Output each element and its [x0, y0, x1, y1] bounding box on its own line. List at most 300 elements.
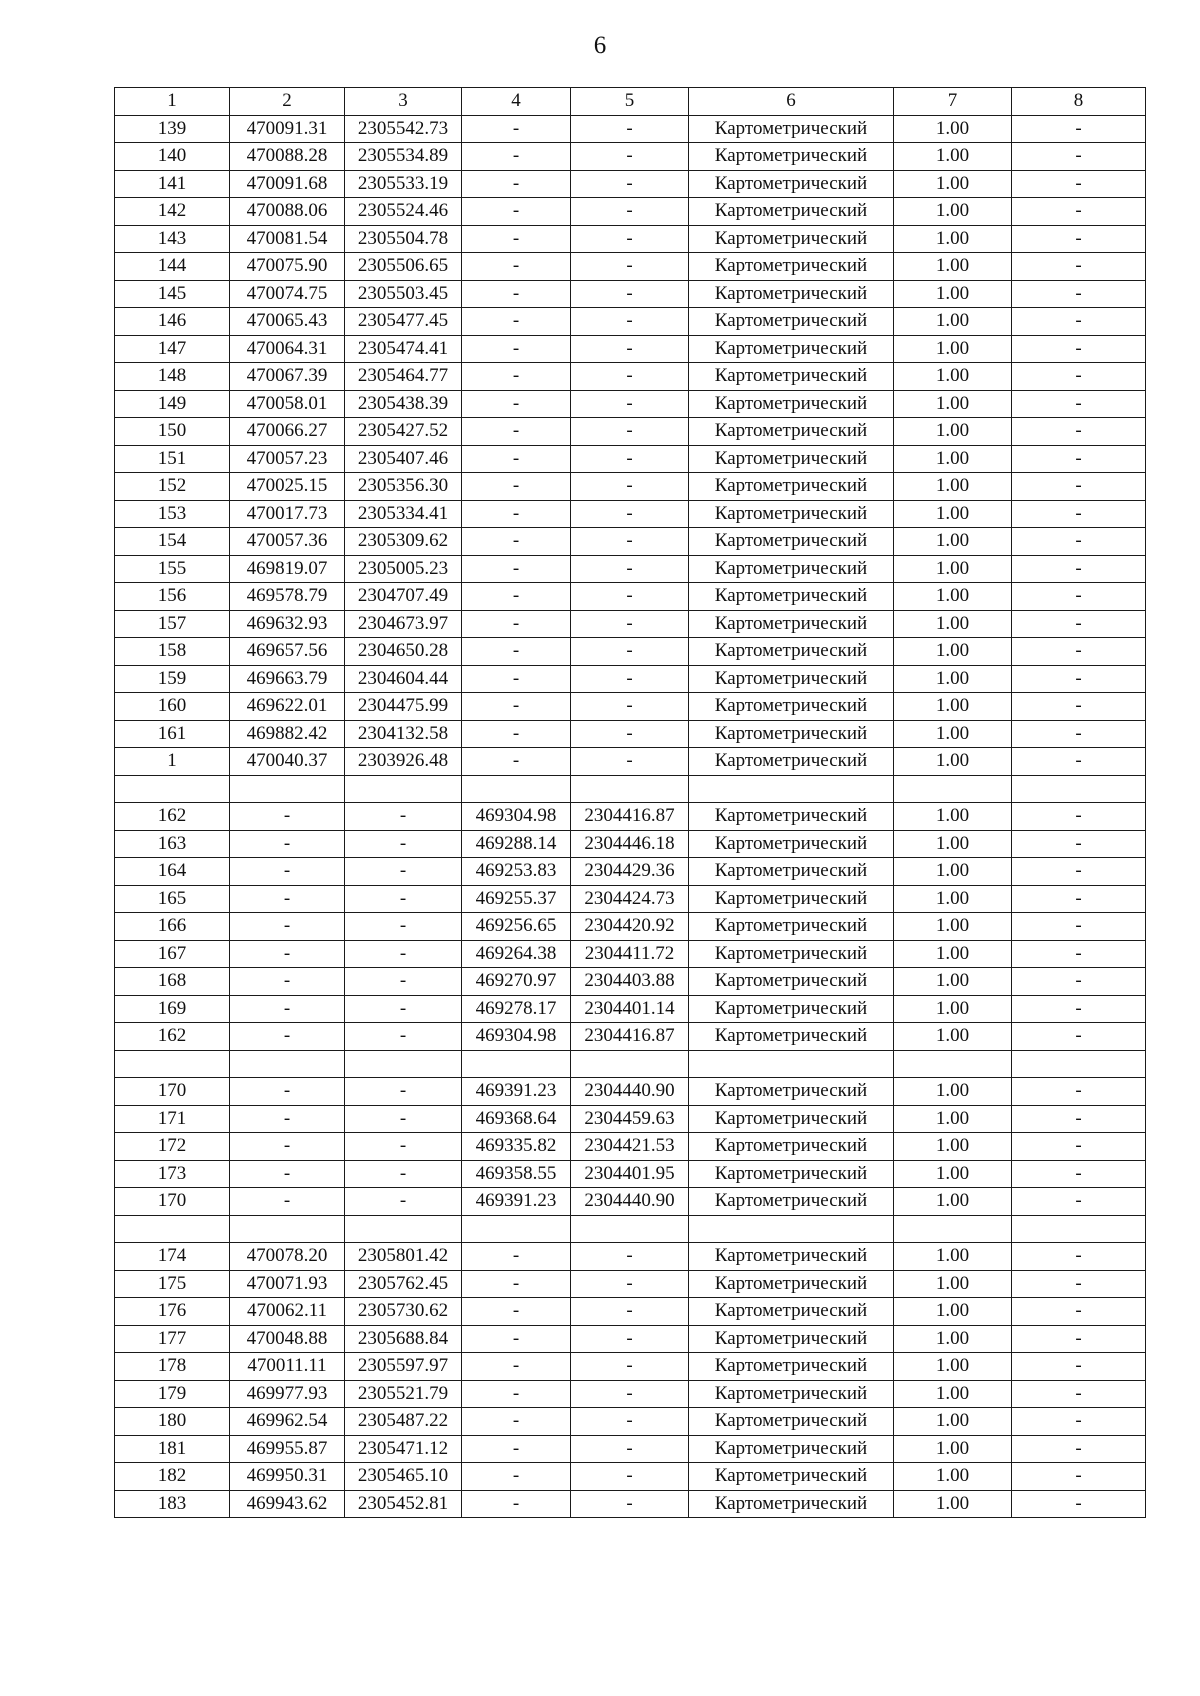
table-cell: - — [230, 830, 345, 858]
table-cell: 2304650.28 — [345, 638, 462, 666]
table-cell: - — [571, 693, 689, 721]
table-cell: 1.00 — [894, 1133, 1012, 1161]
table-row — [115, 1133, 1146, 1161]
table-cell: 469622.01 — [230, 693, 345, 721]
table-cell: Картометрический — [689, 610, 894, 638]
table-cell: 152 — [115, 473, 230, 501]
table-cell: Картометрический — [689, 170, 894, 198]
table-cell: Картометрический — [689, 1298, 894, 1326]
table-cell: - — [1012, 1325, 1146, 1353]
table-cell — [230, 1050, 345, 1078]
table-cell: - — [571, 473, 689, 501]
table-cell: Картометрический — [689, 1463, 894, 1491]
table-cell: 1.00 — [894, 143, 1012, 171]
table-cell: 182 — [115, 1463, 230, 1491]
table-cell: - — [571, 363, 689, 391]
table-cell: 470057.36 — [230, 528, 345, 556]
table-cell: 162 — [115, 1023, 230, 1051]
table-row — [115, 253, 1146, 281]
table-cell: - — [462, 693, 571, 721]
table-cell: Картометрический — [689, 748, 894, 776]
table-cell: 161 — [115, 720, 230, 748]
table-cell: - — [1012, 968, 1146, 996]
table-cell: 2304475.99 — [345, 693, 462, 721]
table-cell: 150 — [115, 418, 230, 446]
table-cell: 1.00 — [894, 1353, 1012, 1381]
table-cell: 1.00 — [894, 830, 1012, 858]
table-cell: 470071.93 — [230, 1270, 345, 1298]
table-cell: 1.00 — [894, 913, 1012, 941]
table-cell: 141 — [115, 170, 230, 198]
table-cell: 1.00 — [894, 280, 1012, 308]
table-cell: 157 — [115, 610, 230, 638]
table-cell — [571, 1050, 689, 1078]
table-cell: 2304459.63 — [571, 1105, 689, 1133]
table-row — [115, 1408, 1146, 1436]
table-cell: 143 — [115, 225, 230, 253]
table-cell: 1.00 — [894, 1463, 1012, 1491]
table-cell: 1.00 — [894, 693, 1012, 721]
table-cell: - — [462, 555, 571, 583]
table-cell: 469955.87 — [230, 1435, 345, 1463]
table-cell: 2305521.79 — [345, 1380, 462, 1408]
table-cell: - — [462, 528, 571, 556]
table-cell: 469977.93 — [230, 1380, 345, 1408]
table-cell — [230, 1215, 345, 1243]
table-row — [115, 1023, 1146, 1051]
table-cell: 183 — [115, 1490, 230, 1518]
table-cell: 2305762.45 — [345, 1270, 462, 1298]
table-cell: - — [571, 225, 689, 253]
table-row — [115, 583, 1146, 611]
table-row — [115, 610, 1146, 638]
table-cell: - — [1012, 253, 1146, 281]
table-cell: 147 — [115, 335, 230, 363]
table-cell: Картометрический — [689, 1353, 894, 1381]
separator-row — [115, 1215, 1146, 1243]
table-cell: 2305356.30 — [345, 473, 462, 501]
table-cell: 170 — [115, 1078, 230, 1106]
table-cell: 164 — [115, 858, 230, 886]
table-cell: 469335.82 — [462, 1133, 571, 1161]
table-cell: - — [1012, 115, 1146, 143]
table-cell: - — [571, 1243, 689, 1271]
table-cell: 1.00 — [894, 995, 1012, 1023]
table-cell — [345, 1050, 462, 1078]
table-cell: 469278.17 — [462, 995, 571, 1023]
table-cell: Картометрический — [689, 720, 894, 748]
table-cell: 2304411.72 — [571, 940, 689, 968]
table-cell: - — [345, 803, 462, 831]
table-cell: - — [345, 1160, 462, 1188]
table-cell: 2305534.89 — [345, 143, 462, 171]
table-cell: 153 — [115, 500, 230, 528]
table-row — [115, 390, 1146, 418]
table-row — [115, 665, 1146, 693]
table-cell: 163 — [115, 830, 230, 858]
table-cell: - — [462, 665, 571, 693]
table-cell: - — [345, 830, 462, 858]
header-cell: 3 — [345, 88, 462, 116]
table-cell — [462, 1050, 571, 1078]
table-cell: - — [1012, 995, 1146, 1023]
table-cell: - — [571, 1408, 689, 1436]
table-cell: - — [462, 308, 571, 336]
table-cell: - — [1012, 940, 1146, 968]
table-row — [115, 968, 1146, 996]
table-cell: 470057.23 — [230, 445, 345, 473]
table-cell: 144 — [115, 253, 230, 281]
table-cell: - — [1012, 1133, 1146, 1161]
table-cell: 469368.64 — [462, 1105, 571, 1133]
table-cell: 1.00 — [894, 363, 1012, 391]
table-row — [115, 1325, 1146, 1353]
table-cell: 172 — [115, 1133, 230, 1161]
table-cell: 470091.68 — [230, 170, 345, 198]
table-cell — [571, 1215, 689, 1243]
table-cell: - — [1012, 143, 1146, 171]
table-cell — [894, 1050, 1012, 1078]
table-cell: - — [571, 198, 689, 226]
table-cell: 1.00 — [894, 390, 1012, 418]
table-row — [115, 1463, 1146, 1491]
table-cell: - — [230, 1133, 345, 1161]
header-cell: 7 — [894, 88, 1012, 116]
table-cell: 1.00 — [894, 473, 1012, 501]
table-cell: - — [345, 858, 462, 886]
table-cell: - — [1012, 335, 1146, 363]
table-cell: - — [1012, 665, 1146, 693]
table-cell: - — [571, 1435, 689, 1463]
table-cell: Картометрический — [689, 1408, 894, 1436]
table-cell: - — [571, 1463, 689, 1491]
table-row — [115, 1078, 1146, 1106]
table-cell: - — [462, 610, 571, 638]
table-cell: 2305477.45 — [345, 308, 462, 336]
table-cell: 1.00 — [894, 665, 1012, 693]
table-cell: - — [571, 390, 689, 418]
table-cell: 176 — [115, 1298, 230, 1326]
table-cell: 2305309.62 — [345, 528, 462, 556]
table-cell: 159 — [115, 665, 230, 693]
table-cell — [689, 1050, 894, 1078]
table-cell: 2305503.45 — [345, 280, 462, 308]
table-cell: 2304440.90 — [571, 1188, 689, 1216]
table-cell: 1.00 — [894, 1490, 1012, 1518]
table-cell: - — [230, 858, 345, 886]
table-cell: - — [571, 500, 689, 528]
table-cell: - — [462, 418, 571, 446]
table-cell: - — [571, 280, 689, 308]
table-cell: - — [1012, 198, 1146, 226]
table-row — [115, 308, 1146, 336]
table-cell: 181 — [115, 1435, 230, 1463]
table-cell: - — [345, 940, 462, 968]
table-cell: 2305506.65 — [345, 253, 462, 281]
table-row — [115, 445, 1146, 473]
table-cell: 175 — [115, 1270, 230, 1298]
table-cell: 2304673.97 — [345, 610, 462, 638]
table-cell: Картометрический — [689, 500, 894, 528]
table-cell: - — [1012, 720, 1146, 748]
table-cell: 1.00 — [894, 968, 1012, 996]
table-cell: - — [462, 170, 571, 198]
table-cell: - — [230, 1188, 345, 1216]
table-cell: 2305597.97 — [345, 1353, 462, 1381]
table-row — [115, 748, 1146, 776]
table-cell: 470081.54 — [230, 225, 345, 253]
table-cell: Картометрический — [689, 390, 894, 418]
table-cell: Картометрический — [689, 913, 894, 941]
table-row — [115, 885, 1146, 913]
table-row — [115, 418, 1146, 446]
table-cell: - — [230, 995, 345, 1023]
table-cell: 2305542.73 — [345, 115, 462, 143]
table-cell: 470062.11 — [230, 1298, 345, 1326]
table-cell: - — [1012, 1463, 1146, 1491]
table-cell: 2304424.73 — [571, 885, 689, 913]
table-cell: - — [571, 638, 689, 666]
table-cell: 2303926.48 — [345, 748, 462, 776]
table-cell: 145 — [115, 280, 230, 308]
table-cell: 2304707.49 — [345, 583, 462, 611]
table-cell: 1.00 — [894, 308, 1012, 336]
table-cell: - — [462, 1325, 571, 1353]
table-cell: 2305474.41 — [345, 335, 462, 363]
table-cell: 1.00 — [894, 803, 1012, 831]
table-cell: 470064.31 — [230, 335, 345, 363]
table-cell: 2305438.39 — [345, 390, 462, 418]
table-cell — [345, 1215, 462, 1243]
table-cell: Картометрический — [689, 638, 894, 666]
separator-row — [115, 775, 1146, 803]
table-cell: 1.00 — [894, 1380, 1012, 1408]
table-cell: 469288.14 — [462, 830, 571, 858]
table-cell: - — [571, 1325, 689, 1353]
table-cell: 469578.79 — [230, 583, 345, 611]
table-cell: - — [1012, 638, 1146, 666]
table-cell: - — [1012, 500, 1146, 528]
table-cell: - — [230, 940, 345, 968]
table-cell: 178 — [115, 1353, 230, 1381]
table-cell: - — [571, 528, 689, 556]
table-cell: 470074.75 — [230, 280, 345, 308]
table-cell: - — [1012, 1160, 1146, 1188]
table-cell: 469358.55 — [462, 1160, 571, 1188]
table-cell: - — [571, 143, 689, 171]
table-cell — [571, 775, 689, 803]
table-cell: 149 — [115, 390, 230, 418]
table-cell: - — [230, 968, 345, 996]
table-cell: 1.00 — [894, 583, 1012, 611]
table-row — [115, 720, 1146, 748]
table-cell: - — [345, 968, 462, 996]
table-cell: 146 — [115, 308, 230, 336]
table-cell: 177 — [115, 1325, 230, 1353]
table-cell: 2304401.95 — [571, 1160, 689, 1188]
table-cell: - — [1012, 445, 1146, 473]
table-row — [115, 335, 1146, 363]
table-cell: - — [230, 1078, 345, 1106]
table-cell — [462, 1215, 571, 1243]
table-cell: - — [1012, 1490, 1146, 1518]
table-cell: 2304420.92 — [571, 913, 689, 941]
table-cell: Картометрический — [689, 253, 894, 281]
table-cell: - — [1012, 1105, 1146, 1133]
table-cell: - — [1012, 1353, 1146, 1381]
table-cell: - — [1012, 473, 1146, 501]
table-row — [115, 940, 1146, 968]
table-cell: - — [462, 1463, 571, 1491]
table-cell — [894, 1215, 1012, 1243]
table-cell: 2305801.42 — [345, 1243, 462, 1271]
table-row — [115, 1435, 1146, 1463]
table-cell: 469882.42 — [230, 720, 345, 748]
table-cell: - — [1012, 1380, 1146, 1408]
table-cell: 469270.97 — [462, 968, 571, 996]
table-cell: 1.00 — [894, 1105, 1012, 1133]
table-cell: 1.00 — [894, 1270, 1012, 1298]
table-cell: 470078.20 — [230, 1243, 345, 1271]
table-cell: 470088.28 — [230, 143, 345, 171]
table-cell: - — [571, 748, 689, 776]
table-cell: 174 — [115, 1243, 230, 1271]
table-cell: 2305524.46 — [345, 198, 462, 226]
table-cell: Картометрический — [689, 1325, 894, 1353]
table-cell: - — [1012, 1435, 1146, 1463]
table-row — [115, 115, 1146, 143]
table-cell: 156 — [115, 583, 230, 611]
table-cell: - — [345, 1078, 462, 1106]
table-cell: 167 — [115, 940, 230, 968]
table-cell: 2305334.41 — [345, 500, 462, 528]
table-cell: 469256.65 — [462, 913, 571, 941]
table-cell: - — [571, 665, 689, 693]
table-cell — [345, 775, 462, 803]
table-cell: 1.00 — [894, 1078, 1012, 1106]
table-cell: 470017.73 — [230, 500, 345, 528]
table-cell: - — [1012, 693, 1146, 721]
table-cell: - — [462, 500, 571, 528]
table-row — [115, 1188, 1146, 1216]
table-cell: 1.00 — [894, 1023, 1012, 1051]
table-cell: Картометрический — [689, 995, 894, 1023]
table-cell: 469304.98 — [462, 803, 571, 831]
table-cell — [115, 775, 230, 803]
table-cell: - — [1012, 390, 1146, 418]
table-body — [115, 88, 1146, 1518]
table-cell: Картометрический — [689, 885, 894, 913]
table-cell: - — [1012, 170, 1146, 198]
table-cell: - — [230, 1105, 345, 1133]
table-cell: 1.00 — [894, 253, 1012, 281]
table-cell: Картометрический — [689, 803, 894, 831]
table-cell: 469943.62 — [230, 1490, 345, 1518]
table-cell: 470088.06 — [230, 198, 345, 226]
table-cell: 1 — [115, 748, 230, 776]
table-cell: 155 — [115, 555, 230, 583]
table-cell: 158 — [115, 638, 230, 666]
table-row — [115, 473, 1146, 501]
table-cell: Картометрический — [689, 830, 894, 858]
table-cell: - — [571, 445, 689, 473]
table-cell: 469657.56 — [230, 638, 345, 666]
table-row — [115, 1490, 1146, 1518]
table-cell: - — [571, 253, 689, 281]
table-cell: - — [462, 1408, 571, 1436]
table-row — [115, 913, 1146, 941]
table-cell: 140 — [115, 143, 230, 171]
table-cell: 470011.11 — [230, 1353, 345, 1381]
table-cell: 1.00 — [894, 1188, 1012, 1216]
table-cell: 469255.37 — [462, 885, 571, 913]
table-cell: 1.00 — [894, 940, 1012, 968]
table-cell: 1.00 — [894, 858, 1012, 886]
table-row — [115, 1353, 1146, 1381]
table-cell: - — [462, 335, 571, 363]
table-cell: 1.00 — [894, 418, 1012, 446]
table-cell: - — [1012, 1243, 1146, 1271]
table-cell: - — [345, 1133, 462, 1161]
table-cell: 171 — [115, 1105, 230, 1133]
table-cell: - — [462, 1243, 571, 1271]
table-cell: - — [1012, 528, 1146, 556]
table-cell: - — [571, 583, 689, 611]
table-cell: Картометрический — [689, 1243, 894, 1271]
table-cell: Картометрический — [689, 1270, 894, 1298]
table-row — [115, 143, 1146, 171]
table-cell: - — [462, 115, 571, 143]
table-cell: - — [230, 885, 345, 913]
table-cell: 2305427.52 — [345, 418, 462, 446]
coordinates-table — [114, 87, 1146, 1518]
table-cell: 470048.88 — [230, 1325, 345, 1353]
table-cell: - — [462, 583, 571, 611]
header-cell: 8 — [1012, 88, 1146, 116]
table-cell: 469632.93 — [230, 610, 345, 638]
table-cell: 470025.15 — [230, 473, 345, 501]
table-cell: - — [1012, 583, 1146, 611]
table-cell: - — [1012, 1408, 1146, 1436]
table-cell: 2304132.58 — [345, 720, 462, 748]
table-cell: - — [462, 1490, 571, 1518]
table-row — [115, 1243, 1146, 1271]
table-cell: - — [462, 1298, 571, 1326]
table-cell — [115, 1050, 230, 1078]
table-cell: Картометрический — [689, 225, 894, 253]
table-cell: 170 — [115, 1188, 230, 1216]
table-cell: Картометрический — [689, 1105, 894, 1133]
table-cell: - — [345, 1023, 462, 1051]
table-cell: - — [1012, 610, 1146, 638]
table-cell: Картометрический — [689, 473, 894, 501]
table-cell: Картометрический — [689, 940, 894, 968]
table-cell: - — [571, 720, 689, 748]
table-cell: Картометрический — [689, 1023, 894, 1051]
table-cell: - — [571, 308, 689, 336]
table-cell: 2305730.62 — [345, 1298, 462, 1326]
table-cell: - — [1012, 1270, 1146, 1298]
table-cell — [689, 775, 894, 803]
table-cell: - — [462, 720, 571, 748]
table-cell: 469819.07 — [230, 555, 345, 583]
table-cell: 180 — [115, 1408, 230, 1436]
table-cell: 1.00 — [894, 1408, 1012, 1436]
table-cell: Картометрический — [689, 968, 894, 996]
table-cell: 2304416.87 — [571, 1023, 689, 1051]
table-cell: 179 — [115, 1380, 230, 1408]
table-row — [115, 528, 1146, 556]
